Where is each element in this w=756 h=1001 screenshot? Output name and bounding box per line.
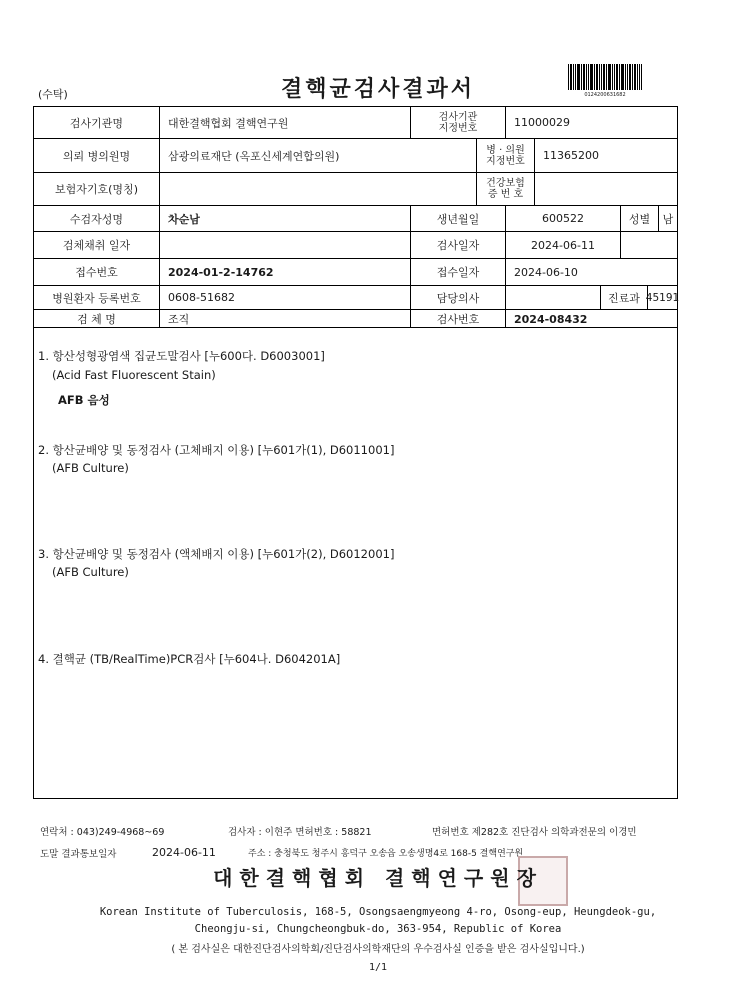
doctor-label: 담당의사 [410,286,505,309]
row-institution [34,107,677,138]
insurer-value [159,173,476,205]
hosp-reg-label: 병원환자 등록번호 [52,291,141,305]
test-date-value: 2024-06-11 [505,232,620,258]
specimen-label: 검 체 명 [77,313,116,326]
dept-label: 진료과 [600,286,647,309]
clinic-no-label-line2: 지정번호 [486,155,525,167]
examiner: 검사자 : 이현주 면허번호 : 58821 [228,827,372,838]
test1-subtitle: (Acid Fast Fluorescent Stain) [52,368,216,382]
specimen-value: 조직 [159,310,410,328]
report-date-value: 2024-06-11 [152,846,216,859]
inst-no-value: 11000029 [505,107,677,138]
inst-no-label-line2: 지정번호 [438,122,478,134]
report-date-label: 도말 결과통보일자 [40,849,117,860]
clinic-label: 의뢰 병의원명 [62,149,131,163]
dob-label: 생년월일 [410,206,505,231]
row-patient [34,205,677,231]
test4-title: 4. 결핵균 (TB/RealTime)PCR검사 [누604나. D604201A] [38,652,341,666]
receipt-no-value: 2024-01-2-14762 [159,259,410,285]
receipt-no-label: 접수번호 [75,266,118,279]
barcode [568,64,642,90]
insurance-card-label [476,173,534,205]
collect-value [159,232,410,258]
insurance-card-value [534,173,677,205]
receipt-date-label: 접수일자 [410,259,505,285]
test-no-value: 2024-08432 [505,310,677,328]
institute-name-korean: 대한결핵협회 결핵연구원장 [213,866,543,890]
institute-address-en-line1: Korean Institute of Tuberculosis, 168-5, Osongsaengmyeong 4-ro, Osong-eup, Heungdeok-gu, [99,906,657,918]
document-title: 결핵균검사결과서 [280,77,476,102]
contact: 연락처 : 043)249-4968~69 [40,827,165,838]
receipt-date-value: 2024-06-10 [505,259,677,285]
row-clinic [34,138,677,172]
test-date-label: 검사일자 [410,232,505,258]
test2-subtitle: (AFB Culture) [52,461,129,475]
info-table [33,106,678,328]
inst-value: 대한결핵협회 결핵연구원 [159,107,410,138]
blank-cell [620,232,677,258]
institute-address-en-line2: Cheongju-si, Chungcheongbuk-do, 363-954, Republic of Korea [194,923,562,935]
clinic-no-value: 11365200 [534,139,677,172]
clinic-value: 삼광의료재단 (옥포신세계연합의원) [159,139,476,172]
patient-label: 수검자성명 [69,212,124,226]
row-insurer [34,172,677,205]
insurer-label: 보험자기호(명칭) [55,183,138,196]
insurance-card-label-line2: 증 번 호 [487,189,524,200]
sex-value: 남 [658,206,677,231]
collect-label: 검체채취 일자 [62,239,131,252]
page-number: 1/1 [368,962,388,973]
dob-value: 600522 [505,206,620,231]
test1-title: 1. 항산성형광염색 집균도말검사 [누600다. D6003001] [38,349,325,363]
results-box [33,327,678,799]
test2-title: 2. 항산균배양 및 동정검사 (고체배지 이용) [누601가(1), D6011001] [38,443,395,457]
patient-value: 차순남 [159,206,410,231]
row-hospital [34,285,680,309]
sex-label: 성별 [620,206,658,231]
specialist: 면허번호 제282호 진단검사 의학과전문의 이경민 [432,827,637,838]
inst-no-label-line1: 검사기관 [438,111,478,123]
row-collection [34,231,677,258]
test-no-label: 검사번호 [410,310,505,328]
inst-label: 검사기관명 [69,116,124,130]
inst-no-label [410,107,505,138]
test3-title: 3. 항산균배양 및 동정검사 (액체배지 이용) [누601가(2), D6012001] [38,547,395,561]
doctor-value [505,286,600,309]
receipt-type: (수탁) [38,88,68,101]
hosp-reg-value: 0608-51682 [159,286,410,309]
test1-result: AFB 음성 [58,393,110,407]
dept-value: 45191 [647,286,677,309]
row-specimen [34,309,677,328]
row-receipt [34,258,677,285]
clinic-no-label-line1: 병 · 의원 [486,144,525,156]
certification-note: ( 본 검사실은 대한진단검사의학회/진단검사의학재단의 우수검사실 인증을 받은 검사실입니다.) [171,944,585,955]
insurance-card-label-line1: 건강보험 [486,178,525,189]
clinic-no-label [476,139,534,172]
test3-subtitle: (AFB Culture) [52,565,129,579]
address: 주소 : 충청북도 청주시 흥덕구 오송읍 오송생명4로 168-5 결핵연구원 [248,849,524,859]
barcode-number: 0124200631682 [584,92,626,98]
